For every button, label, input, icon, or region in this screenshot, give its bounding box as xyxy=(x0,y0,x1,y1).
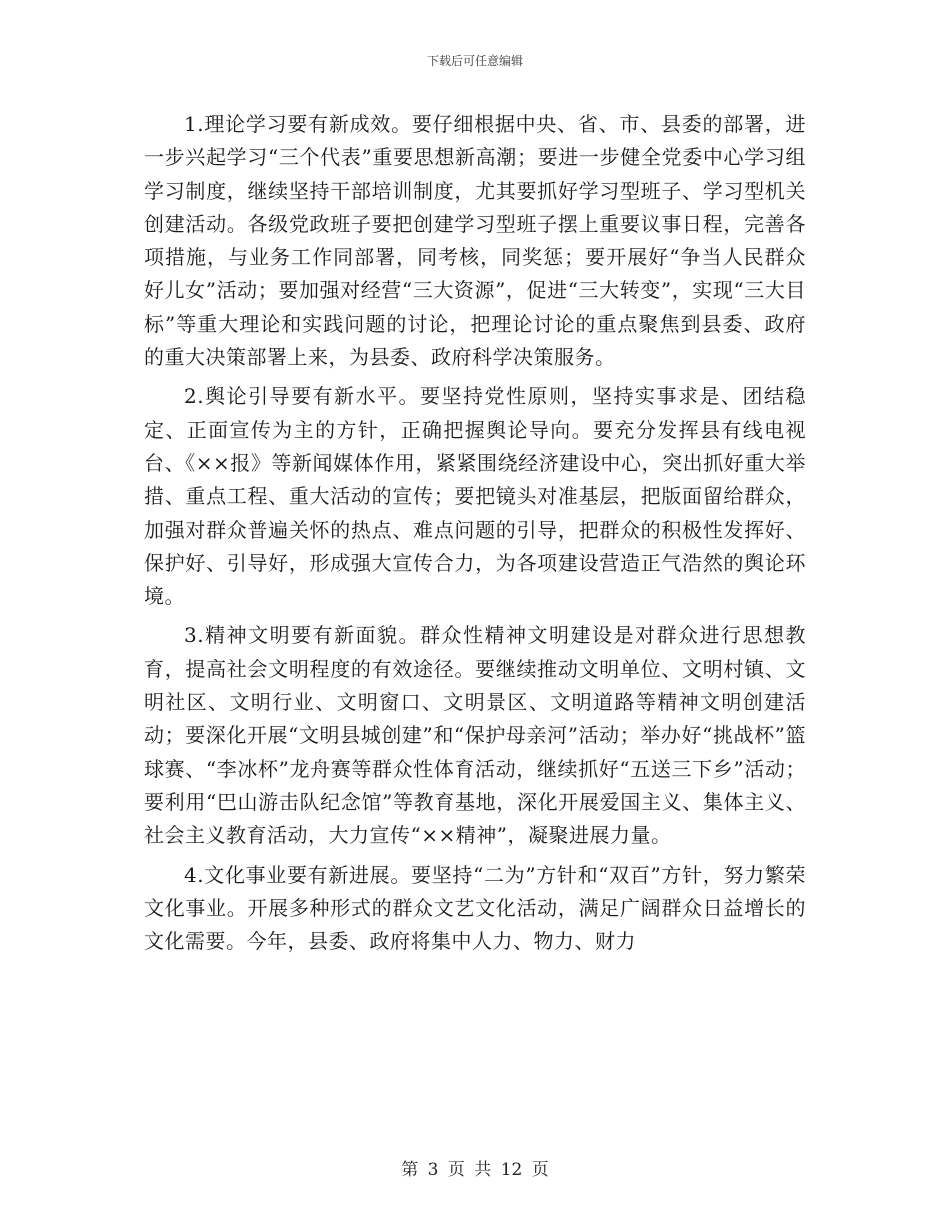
document-body xyxy=(144,108,806,964)
page-footer: 第 3 页 共 12 页 xyxy=(401,1160,549,1180)
page-header: 下载后可任意编辑 xyxy=(426,54,523,68)
paragraph-spiritual-civilization: 3.精神文明要有新面貌。群众性精神文明建设是对群众进行思想教育，提高社会文明程度的有效途径。要继续推动文明单位、文明村镇、文明社区、文明行业、文明窗口、文明景区、文明道路等精神文明创建活动；要深化开展“文明县城创建”和“保护母亲河”活动；举办好“挑战杯”篮球赛、“李冰杯”龙舟赛等群众性体育活动，继续抓好“五送三下乡”活动；要利用“巴山游击队纪念馆”等教育基地，深化开展爱国主义、集体主义、社会主义教育活动，大力宣传“××精神”，凝聚进展力量。 xyxy=(144,623,806,848)
paragraph-public-opinion: 2.舆论引导要有新水平。要坚持党性原则，坚持实事求是、团结稳定、正面宣传为主的方针，正确把握舆论导向。要充分发挥县有线电视台、《××报》等新闻媒体作用，紧紧围绕经济建设中心，突出抓好重大举措、重点工程、重大活动的宣传；要把镜头对准基层，把版面留给群众，加强对群众普遍关怀的热点、难点问题的引导，把群众的积极性发挥好、保护好、引导好，形成强大宣传合力，为各项建设营造正气浩然的舆论环境。 xyxy=(144,384,806,609)
paragraph-cultural-development: 4.文化事业要有新进展。要坚持“二为”方针和“双百”方针，努力繁荣文化事业。开展多种形式的群众文艺文化活动，满足广阔群众日益增长的文化需要。今年，县委、政府将集中人力、物力、财力 xyxy=(144,862,806,954)
paragraph-theory-study: 1.理论学习要有新成效。要仔细根据中央、省、市、县委的部署，进一步兴起学习“三个代表”重要思想新高潮；要进一步健全党委中心学习组学习制度，继续坚持干部培训制度，尤其要抓好学习型班子、学习型机关创建活动。各级党政班子要把创建学习型班子摆上重要议事日程，完善各项措施，与业务工作同部署，同考核，同奖惩；要开展好“争当人民群众好儿女”活动；要加强对经营“三大资源”，促进“三大转变”，实现“三大目标”等重大理论和实践问题的讨论，把理论讨论的重点聚焦到县委、政府的重大决策部署上来，为县委、政府科学决策服务。 xyxy=(144,112,806,370)
